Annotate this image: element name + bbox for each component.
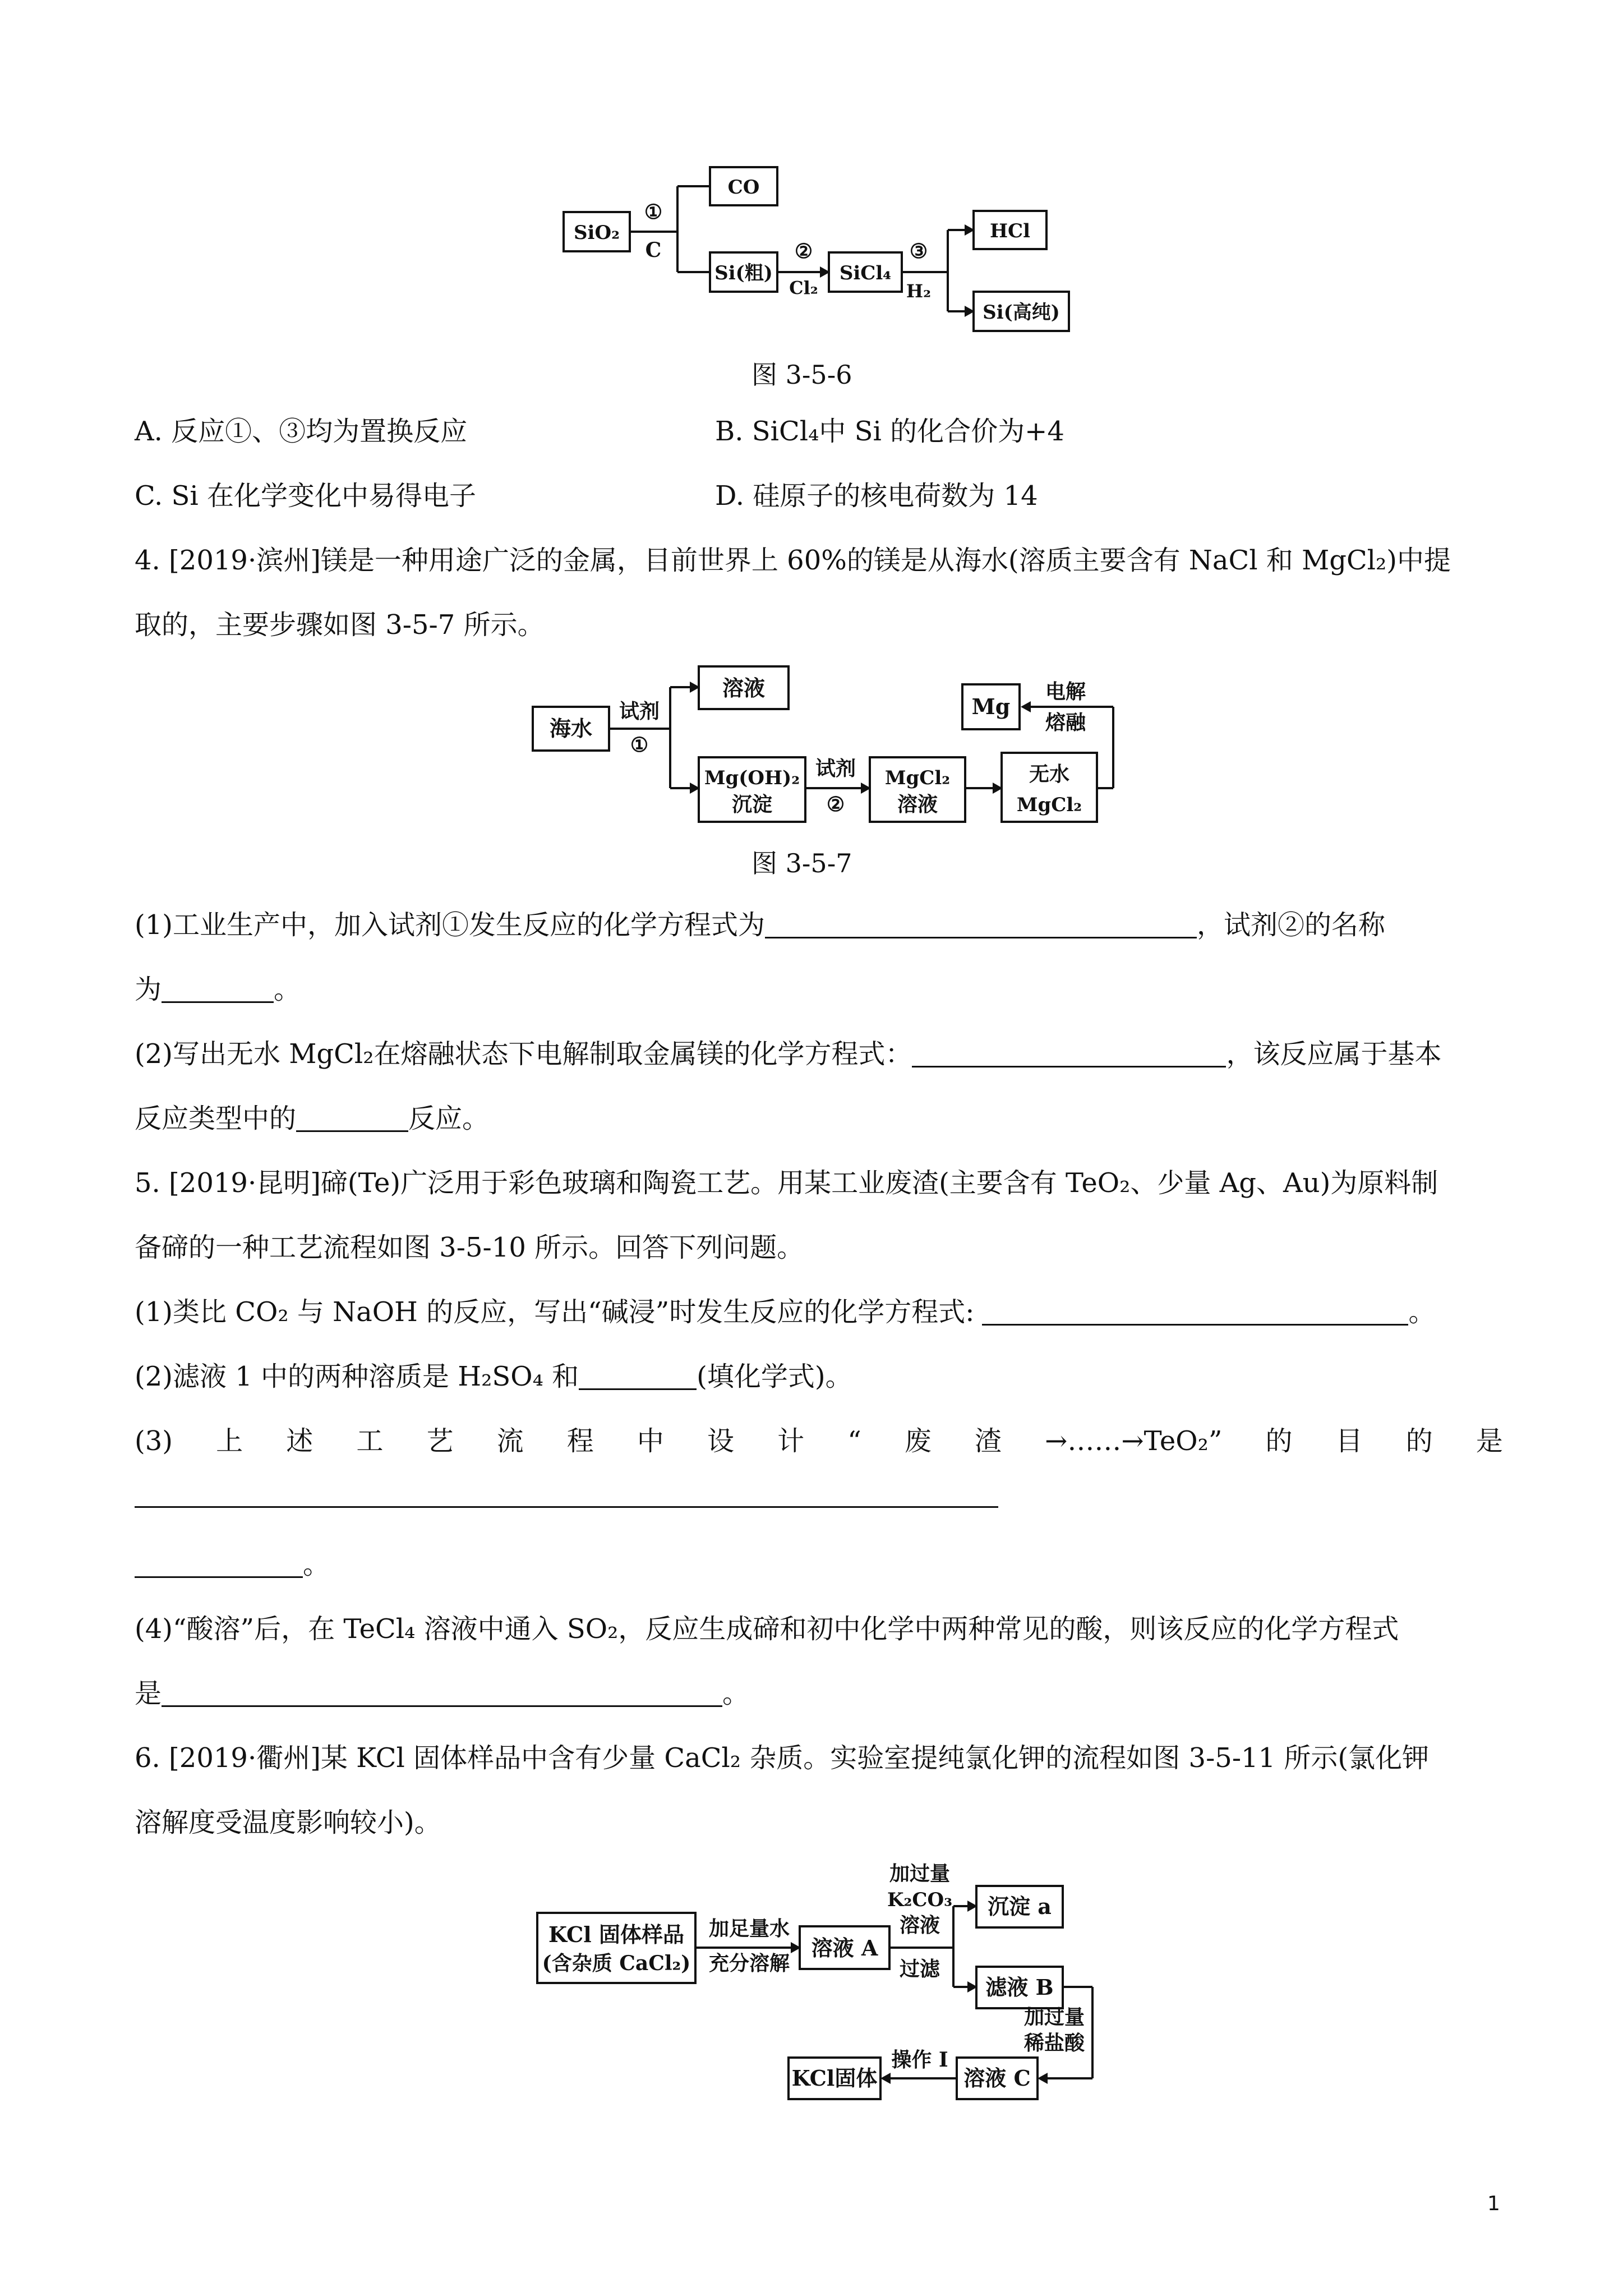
arrowhead — [1021, 701, 1031, 712]
label-filtrate-b: 滤液 B — [985, 1975, 1054, 2000]
label-add-excess-acid: 加过量 — [1023, 2005, 1085, 2029]
question-5-line-1: 5. [2019·昆明]碲(Te)广泛用于彩色玻璃和陶瓷工艺。用某工业废渣(主要含有 TeO₂、少量 Ag、Au)为原料制 — [135, 1167, 1438, 1199]
option-d: D. 硅原子的核电荷数为 14 — [715, 480, 1038, 512]
condition-cl2: Cl₂ — [789, 277, 818, 298]
step-3: ③ — [909, 240, 928, 263]
label-dilute-hcl: 稀盐酸 — [1023, 2031, 1085, 2055]
label-seawater: 海水 — [549, 716, 593, 741]
figure-caption: 图 3-5-6 — [751, 360, 852, 390]
label-mgcl2-solution: 溶液 — [897, 793, 938, 816]
answer-blank[interactable] — [162, 1001, 274, 1003]
answer-blank[interactable] — [135, 1506, 998, 1508]
label-solution-a: 溶液 A — [811, 1935, 878, 1961]
label-precipitate-a: 沉淀 a — [988, 1894, 1052, 1919]
question-5-part-4: (4)“酸溶”后，在 TeCl₄ 溶液中通入 SO₂，反应生成碲和初中化学中两种常见的酸，则该反应的化学方程式 — [135, 1613, 1399, 1645]
label-mgcl2: MgCl₂ — [884, 767, 951, 789]
page-number: 1 — [1487, 2192, 1500, 2215]
answer-blank[interactable] — [765, 937, 1197, 938]
answer-blank[interactable] — [296, 1130, 408, 1132]
label-circle-2: ② — [826, 793, 845, 816]
question-4-part-2: (2)写出无水 MgCl₂在熔融状态下电解制取金属镁的化学方程式： ，该反应属于基本 — [135, 1038, 1442, 1070]
answer-blank[interactable] — [579, 1388, 697, 1390]
question-4-part-2-cont: 反应类型中的 反应。 — [135, 1103, 490, 1134]
question-5-line-2: 备碲的一种工艺流程如图 3-5-10 所示。回答下列问题。 — [135, 1232, 804, 1263]
label-molten: 熔融 — [1045, 711, 1086, 734]
question-5-part-4-cont: 是 。 — [135, 1678, 750, 1709]
question-4-part-1-cont: 为 。 — [135, 974, 301, 1005]
arrowhead — [880, 2073, 891, 2084]
label-anhydrous: 无水 — [1029, 762, 1070, 786]
label-add-water: 加足量水 — [708, 1917, 790, 1940]
label-k2co3: K₂CO₃ — [887, 1889, 953, 1911]
label-filter: 过滤 — [899, 1957, 940, 1981]
arrowhead — [1038, 2073, 1048, 2084]
label-circle-1: ① — [630, 733, 649, 757]
figure-3-5-7 — [0, 656, 1623, 830]
answer-blank[interactable] — [982, 1324, 1408, 1326]
figure-caption: 图 3-5-7 — [751, 848, 852, 878]
answer-blank[interactable] — [162, 1705, 722, 1707]
label-solution-c: 溶液 C — [963, 2065, 1031, 2091]
label-electrolysis: 电解 — [1045, 680, 1086, 703]
label-solution: 溶液 — [722, 675, 766, 701]
question-4-line-2: 取的，主要步骤如图 3-5-7 所示。 — [135, 609, 545, 641]
option-a: A. 反应①、③均为置换反应 — [135, 416, 468, 447]
label-reagent-1: 试剂 — [619, 700, 660, 723]
answer-blank[interactable] — [135, 1576, 303, 1578]
label-hcl: HCl — [989, 220, 1031, 242]
question-6-line-2: 溶解度受温度影响较小)。 — [135, 1807, 441, 1838]
option-c: C. Si 在化学变化中易得电子 — [135, 480, 477, 512]
question-5-part-1: (1)类比 CO₂ 与 NaOH 的反应，写出“碱浸”时发生反应的化学方程式: 。 — [135, 1296, 1436, 1328]
label-add-excess: 加过量 — [889, 1862, 951, 1885]
label-si-crude: Si(粗) — [714, 262, 773, 284]
question-6-line-1: 6. [2019·衢州]某 KCl 固体样品中含有少量 CaCl₂ 杂质。实验室提纯氯化钾的流程如图 3-5-11 所示(氯化钾 — [135, 1742, 1430, 1774]
label-sicl4: SiCl₄ — [839, 262, 892, 284]
question-4-line-1: 4. [2019·滨州]镁是一种用途广泛的金属，目前世界上 60%的镁是从海水(溶质主要含有 NaCl 和 MgCl₂)中提 — [135, 545, 1451, 576]
figure-3-5-11 — [0, 1857, 1623, 2104]
label-mg: Mg — [971, 694, 1011, 719]
step-2: ② — [794, 240, 813, 263]
question-5-part-2: (2)滤液 1 中的两种溶质是 H₂SO₄ 和 (填化学式)。 — [135, 1361, 852, 1392]
label-mgoh2: Mg(OH)₂ — [704, 767, 800, 789]
answer-blank[interactable] — [912, 1066, 1226, 1068]
condition-h2: H₂ — [906, 280, 932, 302]
condition-c: C — [645, 238, 662, 262]
option-b: B. SiCl₄中 Si 的化合价为+4 — [715, 416, 1064, 447]
label-precipitate: 沉淀 — [731, 793, 773, 816]
label-sample-impurity: (含杂质 CaCl₂) — [542, 1952, 691, 1975]
label-si-pure: Si(高纯) — [983, 301, 1060, 324]
label-anhydrous-mgcl2: MgCl₂ — [1016, 794, 1082, 816]
label-sio2: SiO₂ — [574, 222, 620, 244]
question-4-part-1: (1)工业生产中，加入试剂①发生反应的化学方程式为 ，试剂②的名称 — [135, 909, 1386, 941]
question-5-part-3: (3) 上 述 工 艺 流 程 中 设 计 “ 废 渣 →……→TeO₂” 的 目 的 是 — [135, 1425, 1503, 1457]
label-co: CO — [727, 176, 760, 199]
label-k2co3-solution: 溶液 — [899, 1913, 940, 1937]
label-dissolve: 充分溶解 — [708, 1952, 790, 1975]
question-5-part-3-cont: 。 — [135, 1551, 330, 1578]
label-sample: KCl 固体样品 — [548, 1922, 684, 1947]
figure-3-5-6 — [0, 157, 1623, 348]
step-1: ① — [644, 200, 663, 224]
label-reagent-2: 试剂 — [815, 757, 856, 780]
label-kcl-solid: KCl固体 — [791, 2065, 878, 2091]
label-operation-i: 操作 Ⅰ — [891, 2048, 948, 2072]
